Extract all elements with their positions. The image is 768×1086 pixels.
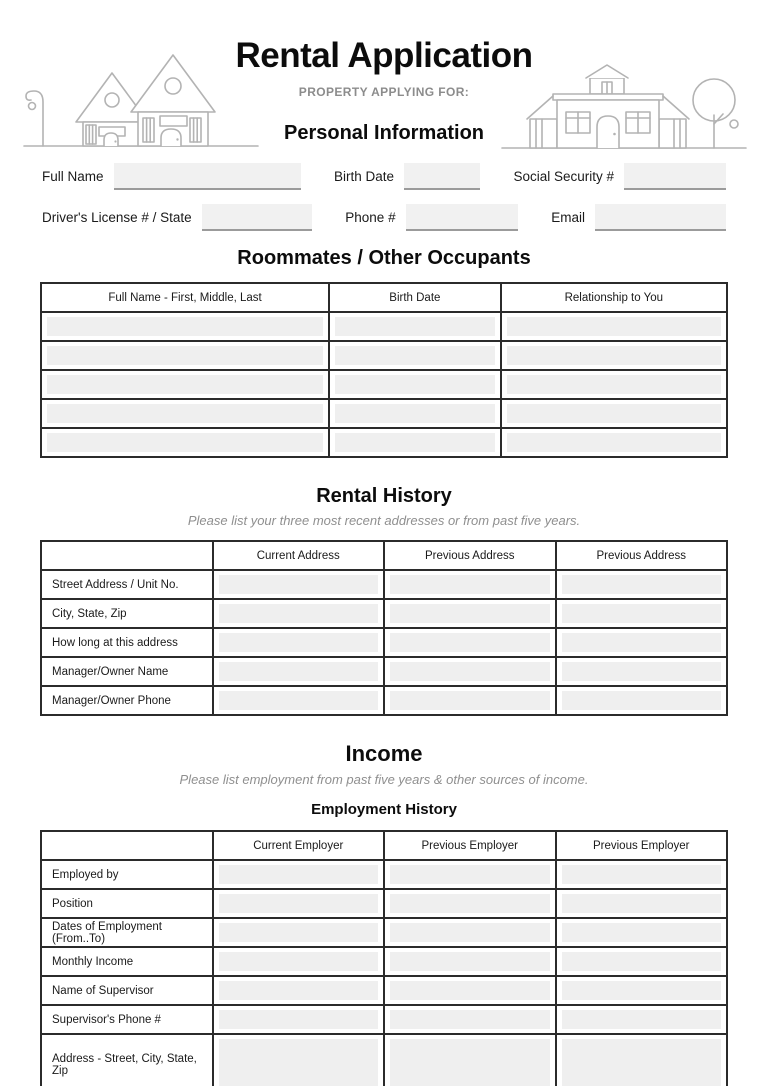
employment-row-position xyxy=(41,889,727,918)
rental-row-city xyxy=(41,599,727,628)
rental-cell-input[interactable] xyxy=(556,599,728,628)
employment-history-heading: Employment History xyxy=(311,801,457,818)
full-name-field xyxy=(42,163,301,190)
rental-cell-input[interactable] xyxy=(213,657,385,686)
roommates-cell-input[interactable] xyxy=(41,370,329,399)
roommates-col-birth-date: Birth Date xyxy=(329,283,501,312)
employment-row-label: Position xyxy=(41,889,213,918)
income-subtitle: Please list employment from past five years & other sources of income. xyxy=(179,772,589,787)
employment-cell-input[interactable] xyxy=(556,860,728,889)
employment-cell-input[interactable] xyxy=(384,1005,556,1034)
phone-label: Phone # xyxy=(345,209,396,225)
rental-row-duration xyxy=(41,628,727,657)
employment-cell-input[interactable] xyxy=(556,889,728,918)
roommates-heading: Roommates / Other Occupants xyxy=(237,247,531,269)
rental-header-row xyxy=(41,541,727,570)
personal-row-1 xyxy=(42,161,726,191)
personal-row-2 xyxy=(42,202,726,232)
roommates-cell-input[interactable] xyxy=(329,370,501,399)
rental-cell-input[interactable] xyxy=(384,628,556,657)
employment-row-employer xyxy=(41,860,727,889)
drivers-license-label: Driver's License # / State xyxy=(42,209,192,225)
employment-col-current-employer: Current Employer xyxy=(213,831,385,860)
employment-row-label: Name of Supervisor xyxy=(41,976,213,1005)
rental-cell-input[interactable] xyxy=(384,570,556,599)
employment-cell-input[interactable] xyxy=(556,976,728,1005)
employment-cell-input[interactable] xyxy=(556,947,728,976)
phone-field xyxy=(345,204,517,231)
roommates-row xyxy=(41,312,727,341)
rental-history-subtitle: Please list your three most recent addresses or from past five years. xyxy=(187,513,581,528)
rental-col-previous-address-2: Previous Address xyxy=(556,541,728,570)
employment-row-address xyxy=(41,1034,727,1086)
employment-row-label: Supervisor's Phone # xyxy=(41,1005,213,1034)
employment-cell-input[interactable] xyxy=(384,947,556,976)
employment-header-row xyxy=(41,831,727,860)
roommates-cell-input[interactable] xyxy=(41,399,329,428)
income-heading: Income xyxy=(345,741,423,766)
house-tree-illustration-icon xyxy=(500,60,748,154)
employment-cell-input[interactable] xyxy=(384,889,556,918)
birth-date-field xyxy=(334,163,480,190)
rental-row-manager-name xyxy=(41,657,727,686)
personal-information-fields xyxy=(42,161,726,232)
roommates-cell-input[interactable] xyxy=(41,428,329,457)
employment-row-supervisor-phone xyxy=(41,1005,727,1034)
roommates-col-relationship: Relationship to You xyxy=(501,283,727,312)
ssn-field xyxy=(513,163,726,190)
employment-cell-input[interactable] xyxy=(213,889,385,918)
rental-col-previous-address-1: Previous Address xyxy=(384,541,556,570)
employment-row-label: Dates of Employment (From..To) xyxy=(41,918,213,947)
roommates-cell-input[interactable] xyxy=(329,428,501,457)
drivers-license-input[interactable] xyxy=(202,204,312,231)
rental-cell-input[interactable] xyxy=(213,570,385,599)
rental-cell-input[interactable] xyxy=(556,686,728,715)
rental-history-table xyxy=(40,540,728,716)
full-name-input[interactable] xyxy=(114,163,301,190)
birth-date-input[interactable] xyxy=(404,163,480,190)
roommates-row xyxy=(41,370,727,399)
rental-cell-input[interactable] xyxy=(213,686,385,715)
employment-cell-input[interactable] xyxy=(213,1005,385,1034)
roommates-cell-input[interactable] xyxy=(501,341,727,370)
roommates-table xyxy=(40,282,728,458)
rental-cell-input[interactable] xyxy=(384,599,556,628)
roommates-cell-input[interactable] xyxy=(41,312,329,341)
rental-cell-input[interactable] xyxy=(556,657,728,686)
rental-row-street xyxy=(41,570,727,599)
employment-row-label: Address - Street, City, State, Zip xyxy=(41,1034,213,1086)
roommates-cell-input[interactable] xyxy=(329,341,501,370)
full-name-label: Full Name xyxy=(42,168,104,184)
employment-row-dates xyxy=(41,918,727,947)
employment-row-supervisor xyxy=(41,976,727,1005)
email-label: Email xyxy=(551,209,585,225)
rental-col-current-address: Current Address xyxy=(213,541,385,570)
employment-cell-input[interactable] xyxy=(384,1034,556,1086)
rental-col-blank xyxy=(41,541,213,570)
email-input[interactable] xyxy=(595,204,726,231)
roommates-row xyxy=(41,399,727,428)
employment-cell-input[interactable] xyxy=(213,947,385,976)
roommates-cell-input[interactable] xyxy=(41,341,329,370)
rental-cell-input[interactable] xyxy=(384,657,556,686)
employment-col-previous-employer-1: Previous Employer xyxy=(384,831,556,860)
page-title: Rental Application xyxy=(235,36,533,75)
roommates-cell-input[interactable] xyxy=(501,370,727,399)
rental-history-heading: Rental History xyxy=(316,485,452,507)
employment-cell-input[interactable] xyxy=(556,918,728,947)
rental-row-label: How long at this address xyxy=(41,628,213,657)
employment-row-label: Monthly Income xyxy=(41,947,213,976)
employment-cell-input[interactable] xyxy=(213,976,385,1005)
roommates-cell-input[interactable] xyxy=(329,399,501,428)
rental-row-label: City, State, Zip xyxy=(41,599,213,628)
phone-input[interactable] xyxy=(406,204,518,231)
roommates-header-row xyxy=(41,283,727,312)
houses-lamp-illustration-icon xyxy=(22,46,260,152)
roommates-col-full-name: Full Name - First, Middle, Last xyxy=(41,283,329,312)
employment-col-previous-employer-2: Previous Employer xyxy=(556,831,728,860)
rental-cell-input[interactable] xyxy=(213,599,385,628)
drivers-license-field xyxy=(42,204,312,231)
employment-cell-input[interactable] xyxy=(384,918,556,947)
rental-row-label: Street Address / Unit No. xyxy=(41,570,213,599)
roommates-row xyxy=(41,341,727,370)
employment-cell-input[interactable] xyxy=(213,1034,385,1086)
birth-date-label: Birth Date xyxy=(333,168,394,184)
rental-row-label: Manager/Owner Name xyxy=(41,657,213,686)
roommates-cell-input[interactable] xyxy=(501,399,727,428)
employment-row-label: Employed by xyxy=(41,860,213,889)
roommates-cell-input[interactable] xyxy=(501,428,727,457)
employment-row-income xyxy=(41,947,727,976)
employment-cell-input[interactable] xyxy=(384,976,556,1005)
rental-cell-input[interactable] xyxy=(556,628,728,657)
email-field xyxy=(551,204,726,231)
rental-cell-input[interactable] xyxy=(213,628,385,657)
rental-row-manager-phone xyxy=(41,686,727,715)
rental-row-label: Manager/Owner Phone xyxy=(41,686,213,715)
employment-cell-input[interactable] xyxy=(384,860,556,889)
property-applying-for-label: PROPERTY APPLYING FOR: xyxy=(298,85,470,99)
personal-information-heading: Personal Information xyxy=(283,122,485,144)
employment-history-table xyxy=(40,830,728,1086)
employment-col-blank xyxy=(41,831,213,860)
rental-cell-input[interactable] xyxy=(556,570,728,599)
employment-cell-input[interactable] xyxy=(213,860,385,889)
roommates-cell-input[interactable] xyxy=(501,312,727,341)
rental-cell-input[interactable] xyxy=(384,686,556,715)
ssn-label: Social Security # xyxy=(513,168,614,184)
employment-cell-input[interactable] xyxy=(556,1005,728,1034)
employment-cell-input[interactable] xyxy=(213,918,385,947)
roommates-row xyxy=(41,428,727,457)
roommates-cell-input[interactable] xyxy=(329,312,501,341)
employment-cell-input[interactable] xyxy=(556,1034,728,1086)
ssn-input[interactable] xyxy=(624,163,726,190)
